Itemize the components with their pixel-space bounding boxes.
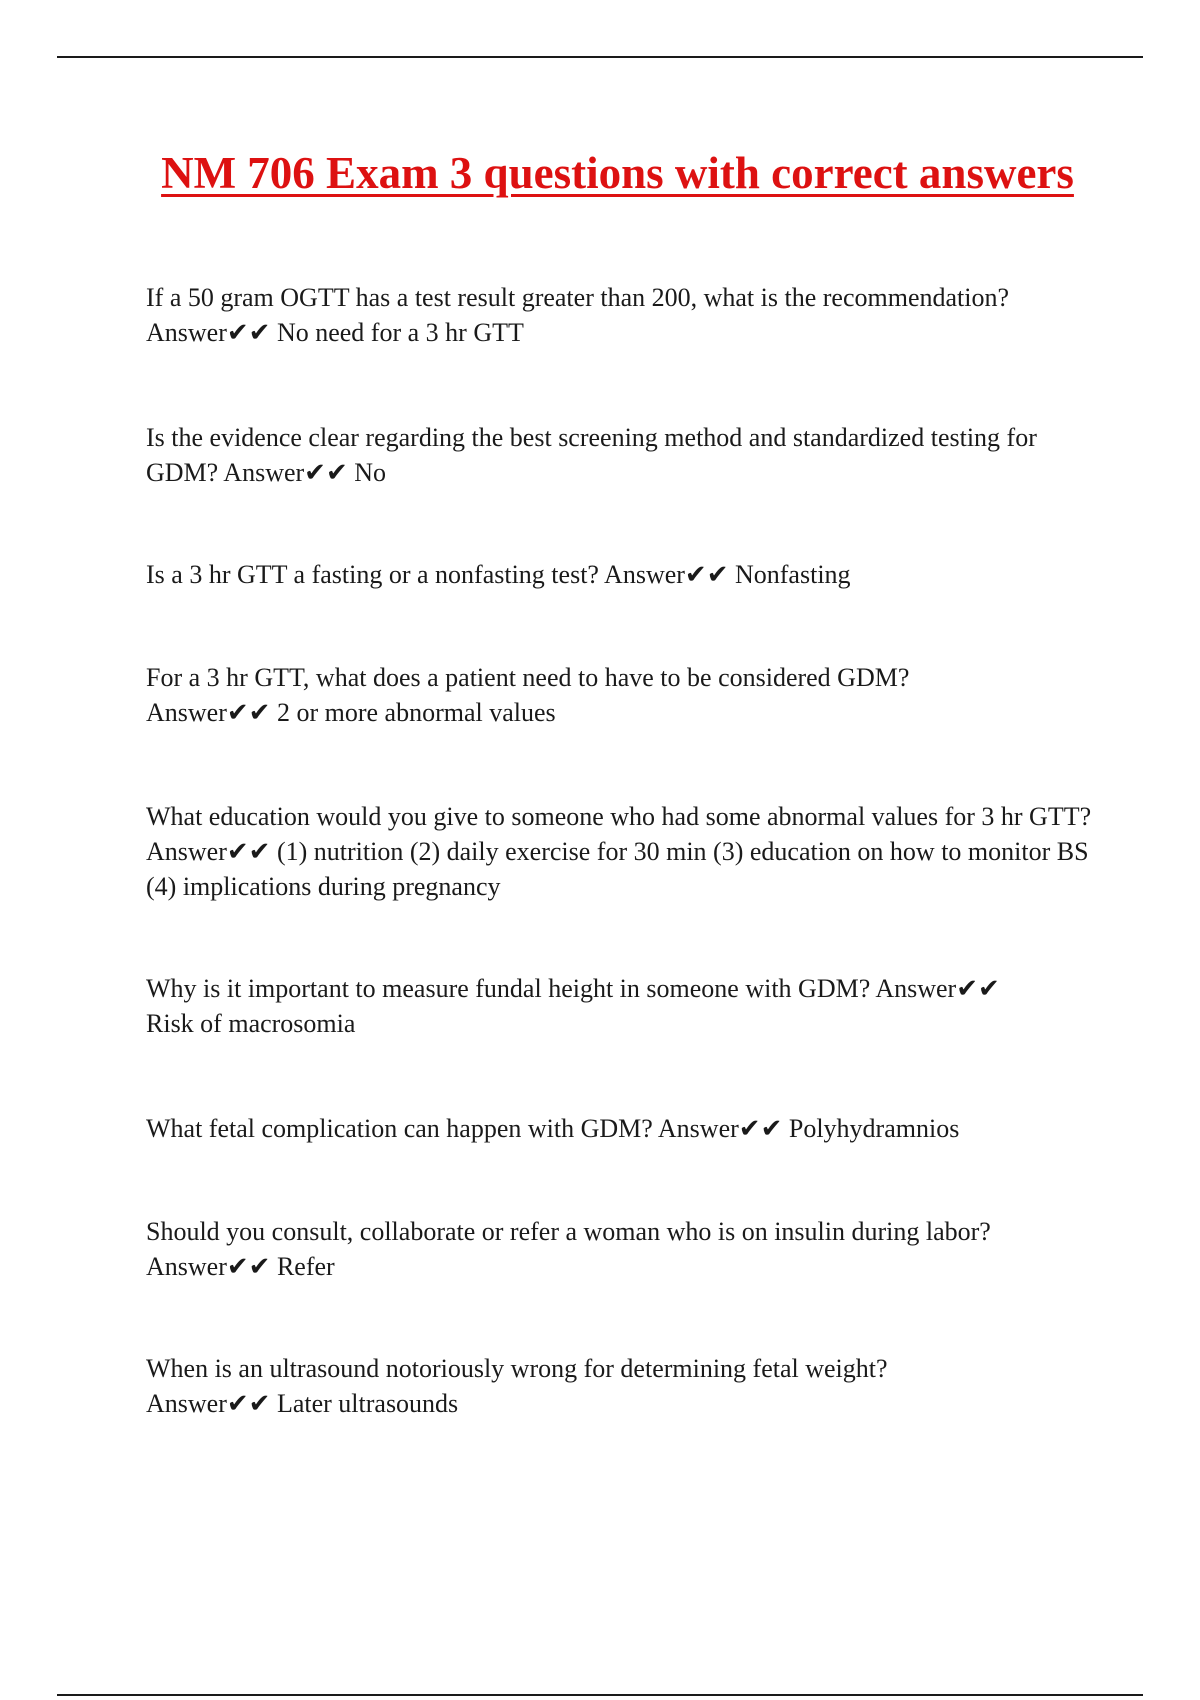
check-marks-icon: ✔✔ [226,698,271,727]
question-text: Should you consult, collaborate or refer a woman who is on insulin during labor? [146,1217,991,1246]
qa-item [146,971,1096,1041]
qa-item [146,420,1096,490]
answer-label: Answer [223,458,305,487]
header-rule [57,56,1143,58]
answer-label: Answer [146,837,227,866]
question-text: When is an ultrasound notoriously wrong for determining fetal weight? [146,1354,888,1383]
answer-text: Later ultrasounds [276,1389,459,1418]
question-text: For a 3 hr GTT, what does a patient need to have to be considered GDM? [146,663,910,692]
check-marks-icon: ✔✔ [226,1252,271,1281]
qa-item [146,799,1096,904]
qa-item [146,1214,1096,1284]
answer-text: Polyhydramnios [788,1114,960,1143]
footer-rule [57,1694,1143,1696]
question-text: What fetal complication can happen with GDM? [146,1114,653,1143]
answer-text: (1) nutrition (2) daily exercise for 30 min (3) education on how to monitor BS (4) implications during pregnancy [146,837,1089,901]
check-marks-icon: ✔✔ [956,974,1000,1003]
answer-text: 2 or more abnormal values [276,698,556,727]
question-text: If a 50 gram OGTT has a test result greater than 200, what is the recommendation? [146,283,1010,312]
question-text: Is a 3 hr GTT a fasting or a nonfasting test? [146,560,599,589]
answer-label: Answer [146,318,227,347]
check-marks-icon: ✔✔ [226,1389,271,1418]
qa-item [146,557,1096,592]
question-text: What education would you give to someone who had some abnormal values for 3 hr GTT? [146,802,1092,831]
qa-item [146,280,1096,350]
check-marks-icon: ✔✔ [738,1114,783,1143]
qa-item [146,660,1096,730]
question-text: Why is it important to measure fundal height in someone with GDM? [146,974,871,1003]
answer-text: Nonfasting [735,560,851,589]
answer-label: Answer [604,560,685,589]
check-marks-icon: ✔✔ [226,837,271,866]
check-marks-icon: ✔✔ [684,560,729,589]
answer-label: Answer [146,698,227,727]
answer-label: Answer [146,1252,227,1281]
answer-text: Refer [276,1252,335,1281]
answer-label: Answer [657,1114,739,1143]
qa-item [146,1351,1096,1421]
qa-item [146,1111,1096,1146]
answer-text: No [354,458,387,487]
answer-label: Answer [146,1389,227,1418]
answer-text: No need for a 3 hr GTT [276,318,524,347]
check-marks-icon: ✔✔ [226,318,271,347]
question-text: Is the evidence clear regarding the best screening method and standardized testing for GDM? [146,423,1037,487]
answer-label: Answer [875,974,957,1003]
answer-text: Risk of macrosomia [146,1009,356,1038]
check-marks-icon: ✔✔ [304,458,348,487]
document-title: NM 706 Exam 3 questions with correct answers [161,148,1074,198]
